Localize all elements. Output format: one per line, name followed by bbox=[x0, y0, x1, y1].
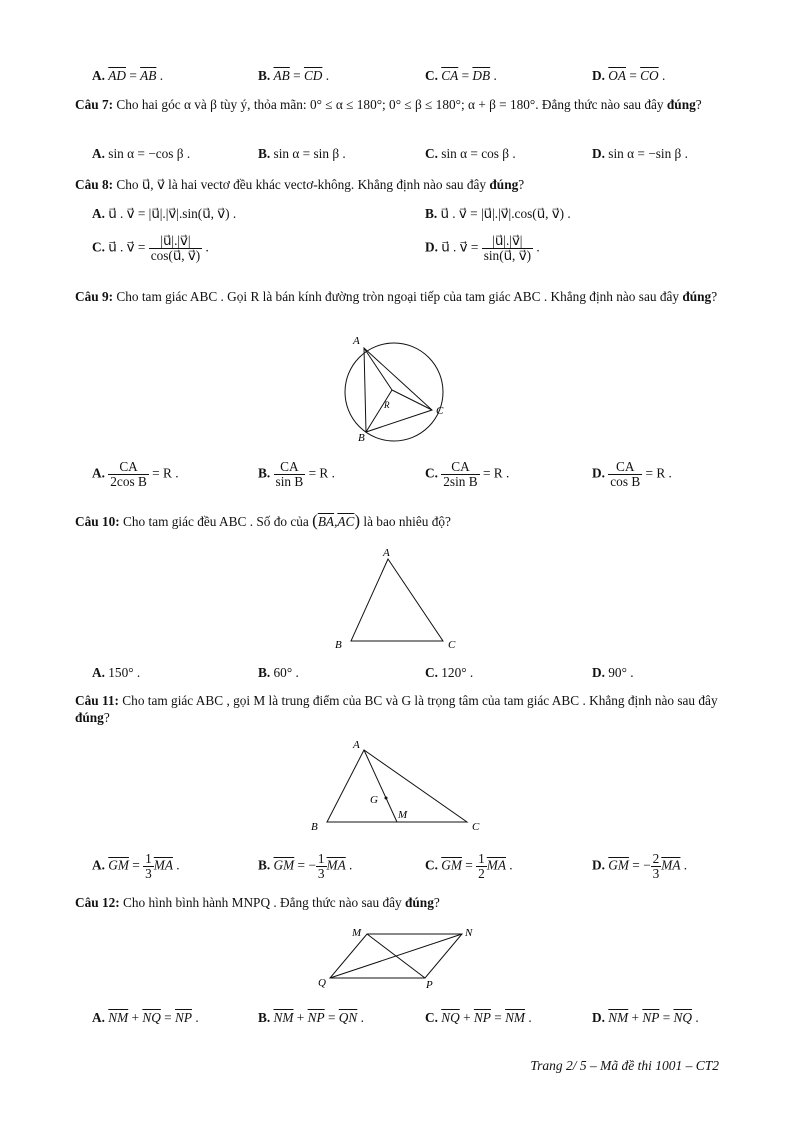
label-q: Q bbox=[318, 977, 326, 989]
label-a: A bbox=[383, 547, 390, 559]
q9-option-d: D. $\frac{CA}{\text{cos B}}$ = R . bbox=[592, 459, 672, 489]
q10-option-a: A. 150° . bbox=[92, 665, 141, 680]
q12-option-c: C. $\overline{NQ} + \overline{NP} = \overline{NM}$ . bbox=[425, 1010, 532, 1025]
q11-figure bbox=[305, 736, 495, 836]
q8-option-b: B. u⃗ . v⃗ = |u⃗|.|v⃗|.cos(u⃗, v⃗) . bbox=[425, 206, 571, 221]
label-g: G bbox=[370, 794, 378, 806]
label-r: R bbox=[384, 400, 390, 410]
fraction: $\frac{|u⃗|.|v⃗|}{\cos(u⃗, v⃗)}$ bbox=[150, 233, 201, 263]
q9-option-c: C. $\frac{CA}{\text{2sin B}}$ = R . bbox=[425, 459, 510, 489]
q12-option-b: B. $\overline{NM} + \overline{NP} = \overline{QN}$ . bbox=[258, 1010, 364, 1025]
median-am bbox=[364, 750, 397, 822]
fraction: $\frac{|u⃗|.|v⃗|}{\sin(u⃗, v⃗)}$ bbox=[483, 233, 532, 263]
q10-option-b: B. 60° . bbox=[258, 665, 299, 680]
radius-c bbox=[392, 390, 432, 410]
vector: $\overline{AB}$ bbox=[140, 68, 157, 83]
label-n: N bbox=[465, 927, 473, 939]
q6-option-b: B. $\overline{AB} = \overline{CD}$ . bbox=[258, 68, 330, 83]
question-9: Câu 9: Cho tam giác ABC . Gọi R là bán kính đường tròn ngoại tiếp của tam giác ABC . Khẳng định nào sau đây đúng? bbox=[75, 289, 718, 304]
q7-option-d: D. sin α = −sin β . bbox=[592, 146, 688, 161]
q8-option-a: A. u⃗ . v⃗ = |u⃗|.|v⃗|.sin(u⃗, v⃗) . bbox=[92, 206, 237, 221]
q6-option-c: C. $\overline{CA} = \overline{DB}$ . bbox=[425, 68, 497, 83]
vector: $\overline{AB}$ bbox=[273, 68, 290, 83]
q8-option-c: C. u⃗ . v⃗ = $\frac{|u⃗|.|v⃗|}{\cos(u⃗, v⃗)}$ . bbox=[92, 233, 209, 263]
page-footer: Trang 2/ 5 – Mã đề thi 1001 – CT2 bbox=[530, 1058, 719, 1073]
question-11: Câu 11: Cho tam giác ABC , gọi M là trung điểm của BC và G là trọng tâm của tam giác ABC . Khẳng định nào sau đây đúng? bbox=[75, 693, 718, 725]
label-a: A bbox=[353, 739, 360, 751]
q10-figure bbox=[330, 546, 460, 652]
label-c: C bbox=[448, 639, 456, 651]
vector: $\overline{AD}$ bbox=[108, 68, 126, 83]
vector: $\overline{AC}$ bbox=[337, 514, 355, 529]
vector: $\overline{CO}$ bbox=[640, 68, 659, 83]
vector: $\overline{CA}$ bbox=[441, 68, 459, 83]
vector: $\overline{CD}$ bbox=[303, 68, 323, 83]
label-c: C bbox=[436, 405, 444, 417]
question-7: Câu 7: Cho hai góc α và β tùy ý, thỏa mãn: 0° ≤ α ≤ 180°; 0° ≤ β ≤ 180°; α + β = 180°. Đẳng thức nào sau đây đúng? bbox=[75, 97, 702, 112]
q11-option-a: A. $\overline{GM}$ = $\frac{1}{3}$ $\overline{MA}$ . bbox=[92, 851, 180, 881]
fraction: $\frac{1}{2}$ bbox=[478, 851, 485, 881]
q12-figure bbox=[312, 922, 482, 994]
label-b: B bbox=[311, 821, 318, 833]
q9-option-b: B. $\frac{CA}{\text{sin B}}$ = R . bbox=[258, 459, 335, 489]
fraction: $\frac{CA}{\text{2sin B}}$ bbox=[443, 459, 478, 489]
triangle-abc bbox=[327, 750, 467, 822]
q9-figure bbox=[336, 330, 456, 450]
q6-option-d: D. $\overline{OA} = \overline{CO}$ . bbox=[592, 68, 666, 83]
q11-option-b: B. $\overline{GM}$ = − $\frac{1}{3}$ $\overline{MA}$ . bbox=[258, 851, 353, 881]
radius-a bbox=[364, 348, 392, 390]
fraction: $\frac{1}{3}$ bbox=[145, 851, 152, 881]
fraction: $\frac{2}{3}$ bbox=[652, 851, 660, 881]
fraction: $\frac{CA}{\text{cos B}}$ bbox=[610, 459, 641, 489]
circumcircle bbox=[345, 343, 443, 441]
label-m: M bbox=[398, 809, 408, 821]
question-12: Câu 12: Cho hình bình hành MNPQ . Đẳng thức nào sau đây đúng? bbox=[75, 895, 440, 910]
fraction: $\frac{1}{3}$ bbox=[317, 851, 325, 881]
q12-option-d: D. $\overline{NM} + \overline{NP} = \overline{NQ}$ . bbox=[592, 1010, 699, 1025]
fraction: $\frac{CA}{\text{2cos B}}$ bbox=[110, 459, 147, 489]
q7-option-c: C. sin α = cos β . bbox=[425, 146, 516, 161]
q9-option-a: A. $\frac{CA}{\text{2cos B}}$ = R . bbox=[92, 459, 179, 489]
equilateral-triangle bbox=[351, 559, 443, 641]
q11-option-d: D. $\overline{GM}$ = − $\frac{2}{3}$ $\overline{MA}$ . bbox=[592, 851, 688, 881]
q8-option-d: D. u⃗ . v⃗ = $\frac{|u⃗|.|v⃗|}{\sin(u⃗, v⃗)}$ . bbox=[425, 233, 540, 263]
label-b: B bbox=[358, 432, 365, 444]
question-10: Câu 10: Cho tam giác đều ABC . Số đo của $(\overline{BA},\overline{AC})$ là bao nhiêu độ? bbox=[75, 511, 451, 530]
label-p: P bbox=[426, 979, 433, 991]
radius-b bbox=[366, 390, 392, 432]
label-m: M bbox=[352, 927, 362, 939]
label-c: C bbox=[472, 821, 480, 833]
diagonal-nq bbox=[330, 934, 462, 978]
label-a: A bbox=[353, 335, 360, 347]
centroid-point bbox=[385, 797, 388, 800]
q10-option-c: C. 120° . bbox=[425, 665, 474, 680]
vector: $\overline{DB}$ bbox=[472, 68, 491, 83]
vector: $\overline{BA}$ bbox=[317, 514, 335, 529]
fraction: $\frac{CA}{\text{sin B}}$ bbox=[275, 459, 304, 489]
vector: $\overline{OA}$ bbox=[608, 68, 626, 83]
q12-option-a: A. $\overline{NM} + \overline{NQ} = \overline{NP}$ . bbox=[92, 1010, 199, 1025]
q10-option-d: D. 90° . bbox=[592, 665, 634, 680]
q6-option-a: A. $\overline{AD} = \overline{AB}$ . bbox=[92, 68, 164, 83]
q7-option-a: A. sin α = −cos β . bbox=[92, 146, 191, 161]
label-b: B bbox=[335, 639, 342, 651]
q7-option-b: B. sin α = sin β . bbox=[258, 146, 346, 161]
q11-option-c: C. $\overline{GM}$ = $\frac{1}{2}$ $\overline{MA}$ . bbox=[425, 851, 513, 881]
question-8: Câu 8: Cho u⃗, v⃗ là hai vectơ đều khác vectơ-không. Khẳng định nào sau đây đúng? bbox=[75, 177, 525, 192]
